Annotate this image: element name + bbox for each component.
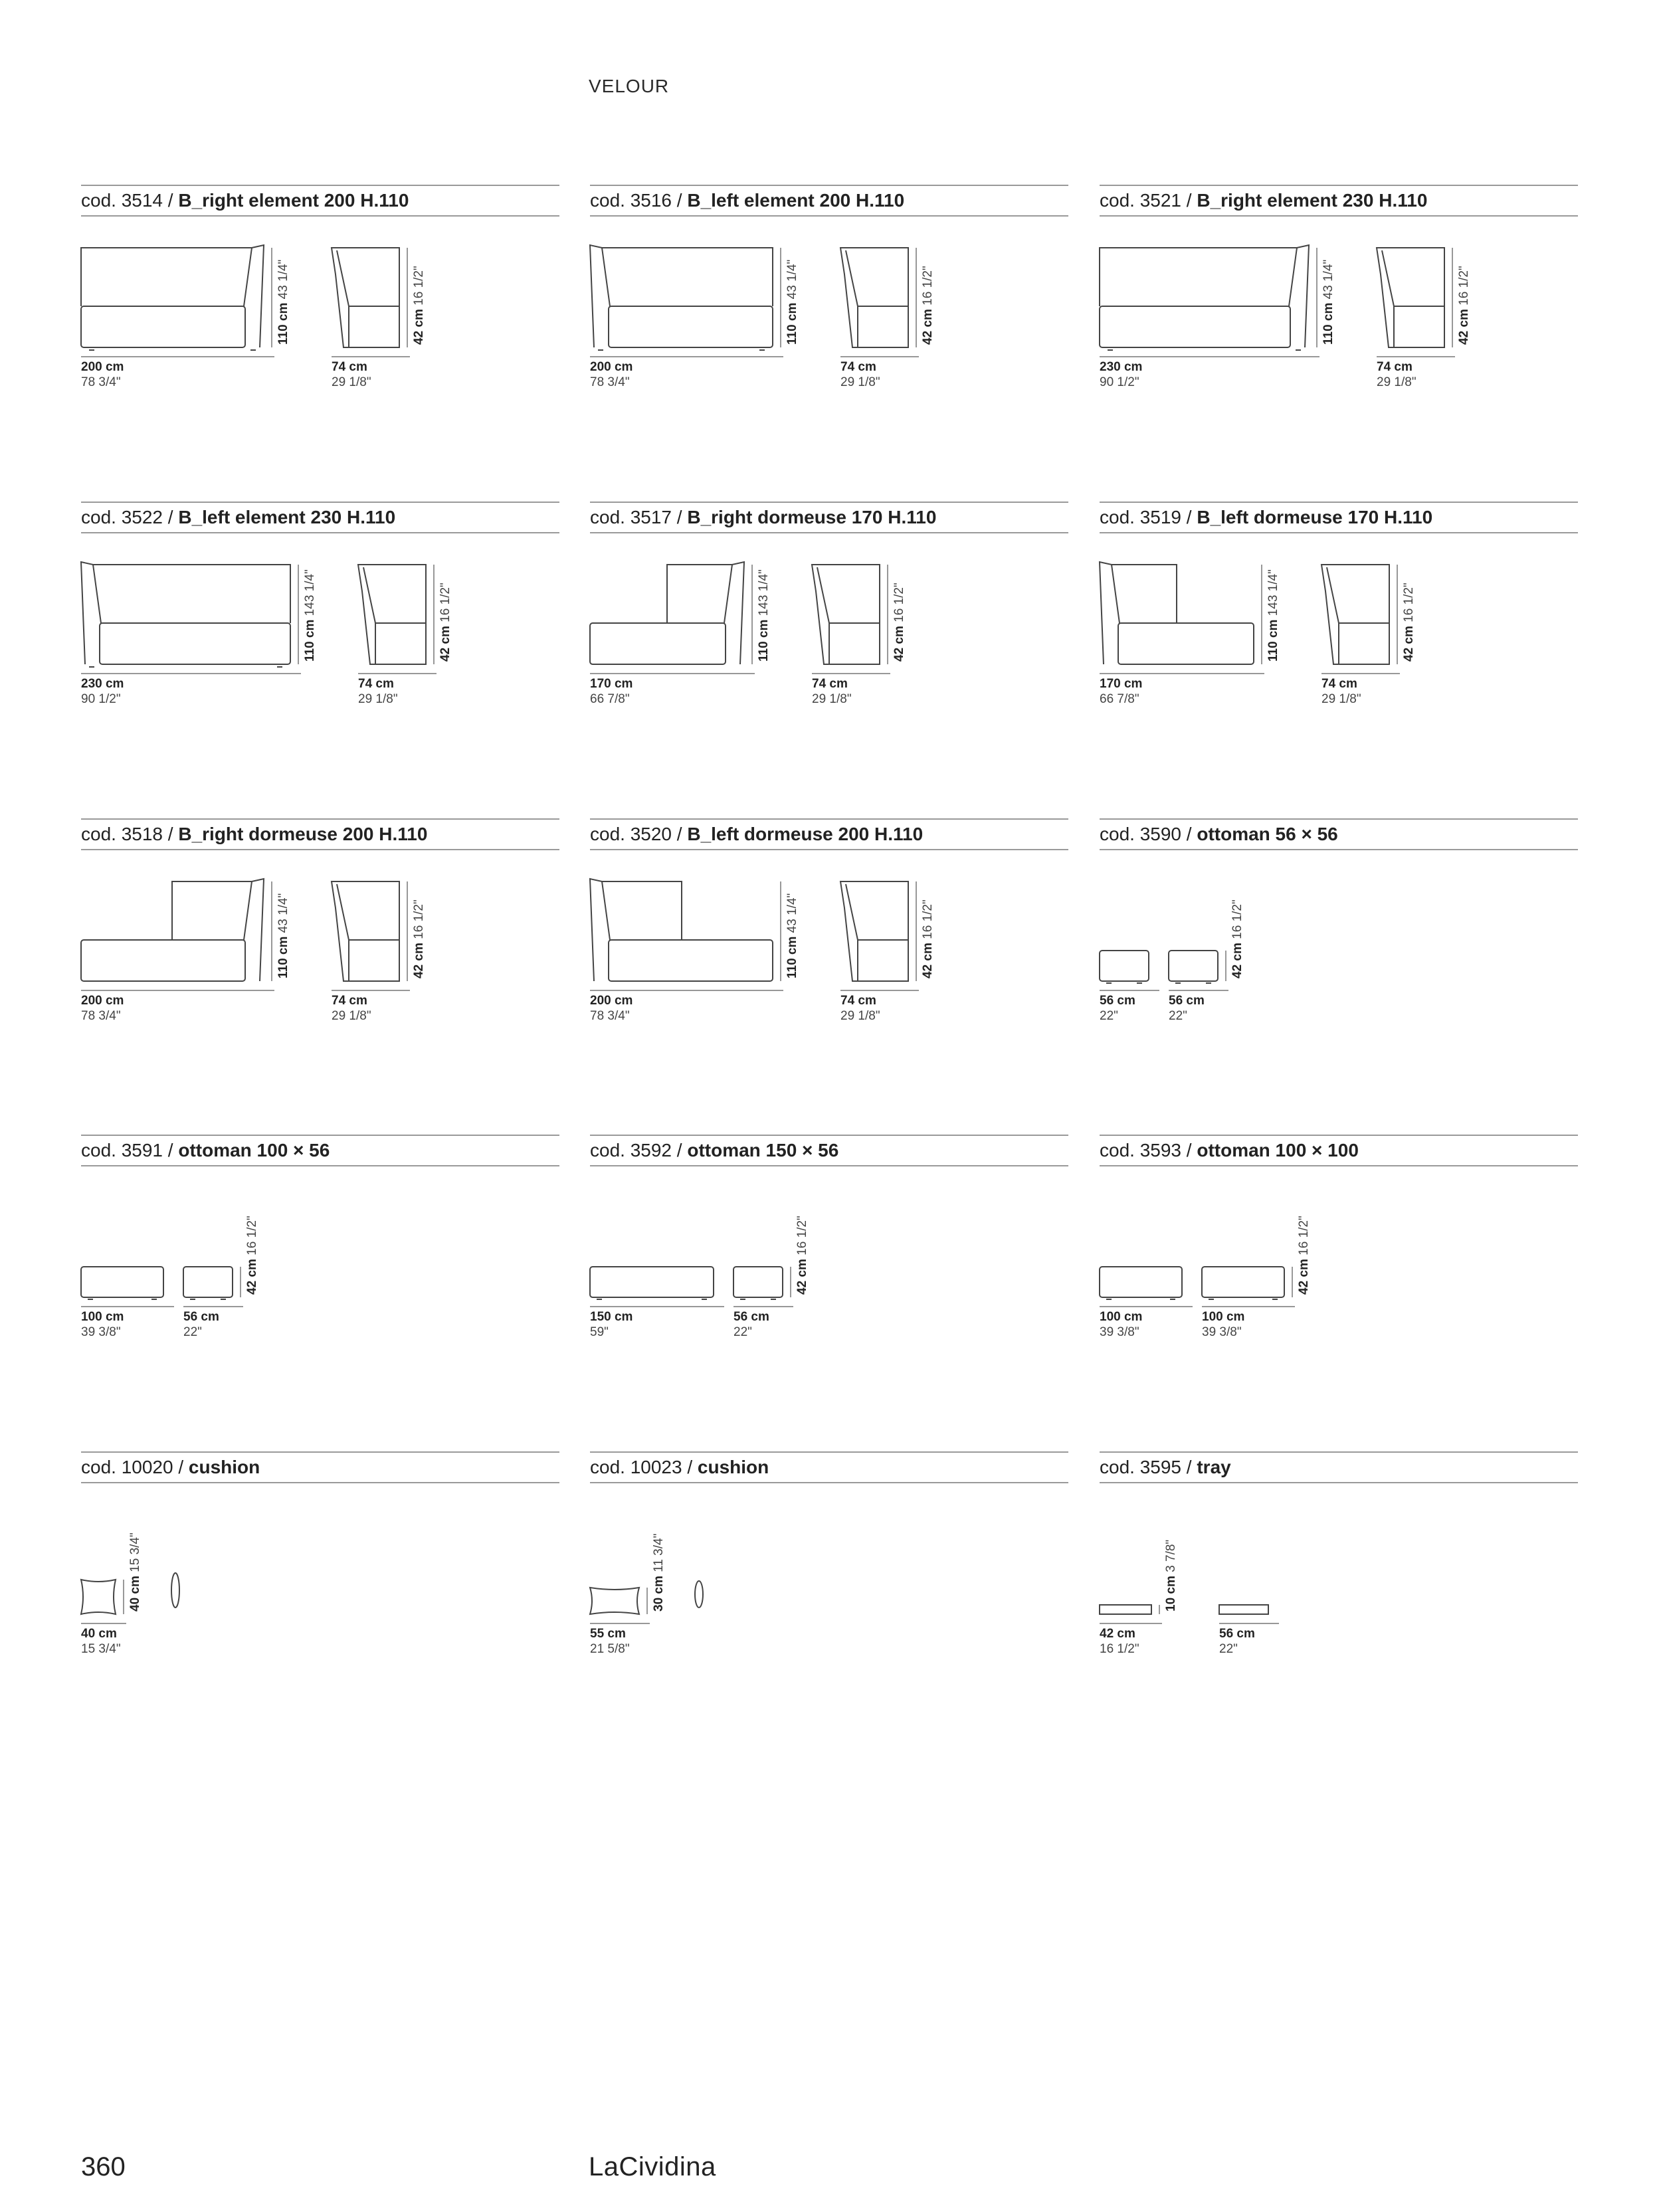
ottoman-view: [81, 1267, 163, 1299]
dimension-cm: 110 cm: [276, 936, 290, 978]
dormeuse-front-view: [81, 879, 264, 981]
dimension-inches: 43 1/4": [1321, 259, 1335, 300]
dimension-inches: 29 1/8": [332, 1009, 371, 1023]
dimension-inches: 29 1/8": [840, 1009, 880, 1023]
dormeuse-front-view: [1100, 562, 1254, 664]
dimension-cm: 100 cm: [1100, 1310, 1143, 1324]
dimension-cm: 56 cm: [1100, 994, 1135, 1008]
dimension-inches: 78 3/4": [590, 1009, 630, 1023]
dimension-cm: 42 cm: [892, 626, 906, 662]
dimension-cm: 42 cm: [1297, 1259, 1311, 1295]
product-drawing: [81, 1451, 559, 1730]
product-code: cod. 3522 /: [81, 507, 179, 527]
product-item: [81, 502, 559, 781]
product-name: ottoman 150 × 56: [687, 1140, 839, 1160]
dimension-cm: 42 cm: [412, 309, 426, 345]
product-name: cushion: [188, 1457, 260, 1477]
dimension-cm: 56 cm: [733, 1310, 769, 1324]
dimension-cm: 200 cm: [81, 360, 124, 374]
height-dimension: [276, 260, 291, 345]
cushion-side-view: [171, 1573, 179, 1608]
dimension-inches: 22": [1100, 1009, 1118, 1023]
ottoman-view: [590, 1267, 714, 1299]
product-code: cod. 3516 /: [590, 190, 688, 211]
dimension-inches: 78 3/4": [81, 375, 121, 389]
width-dimension: [81, 676, 124, 707]
width-dimension: [358, 676, 398, 707]
height-dimension: [1296, 1216, 1312, 1295]
height-dimension: [411, 266, 427, 345]
width-dimension: [840, 993, 880, 1024]
width-dimension: [1100, 359, 1142, 390]
dimension-cm: 110 cm: [1266, 619, 1280, 662]
ottoman-view: [183, 1267, 233, 1299]
product-code: cod. 3593 /: [1100, 1140, 1197, 1160]
dimension-cm: 100 cm: [1202, 1310, 1245, 1324]
page-number: 360: [81, 2152, 126, 2181]
product-item: [590, 1451, 1068, 1730]
dimension-cm: 74 cm: [812, 677, 848, 691]
dimension-cm: 42 cm: [439, 626, 452, 662]
dimension-cm: 74 cm: [358, 677, 394, 691]
brand-name: LaCividina: [589, 2152, 716, 2181]
dimension-inches: 78 3/4": [81, 1009, 121, 1023]
dimension-cm: 56 cm: [1169, 994, 1205, 1008]
height-dimension: [1456, 266, 1472, 345]
width-dimension: [1321, 676, 1361, 707]
product-name: ottoman 56 × 56: [1197, 824, 1338, 844]
product-code: cod. 3517 /: [590, 507, 688, 527]
product-code: cod. 3518 /: [81, 824, 179, 844]
height-dimension: [1230, 899, 1245, 978]
product-item: [1100, 502, 1578, 781]
height-dimension: [411, 899, 427, 978]
cushion-side-view: [695, 1581, 703, 1608]
dimension-inches: 16 1/2": [921, 266, 935, 306]
width-dimension: [590, 676, 633, 707]
dimension-inches: 22": [1169, 1009, 1187, 1023]
height-dimension: [1321, 260, 1336, 345]
width-dimension: [733, 1309, 769, 1340]
product-name: cushion: [697, 1457, 769, 1477]
width-dimension: [590, 1626, 630, 1657]
height-dimension: [244, 1216, 260, 1295]
product-item: [81, 1451, 559, 1730]
sofa-front-view: [1100, 245, 1309, 350]
product-name: B_right dormeuse 170 H.110: [687, 507, 937, 527]
dimension-inches: 90 1/2": [81, 692, 121, 706]
height-dimension: [920, 899, 935, 978]
dimension-inches: 143 1/4": [303, 569, 317, 616]
width-dimension: [81, 1626, 121, 1657]
height-dimension: [1266, 569, 1281, 662]
width-dimension: [1100, 993, 1135, 1024]
side-view: [1321, 565, 1389, 664]
cushion-view: [81, 1580, 116, 1614]
product-drawing: [590, 502, 1068, 781]
product-code: cod. 3514 /: [81, 190, 179, 211]
dimension-inches: 16 1/2": [439, 583, 452, 622]
dimension-inches: 39 3/8": [81, 1325, 121, 1339]
product-code: cod. 3595 /: [1100, 1457, 1197, 1477]
width-dimension: [1169, 993, 1205, 1024]
product-name: B_right dormeuse 200 H.110: [178, 824, 428, 844]
width-dimension: [81, 359, 124, 390]
dimension-cm: 74 cm: [332, 994, 367, 1008]
height-dimension: [276, 893, 291, 978]
dimension-cm: 40 cm: [81, 1627, 117, 1641]
height-dimension: [128, 1532, 143, 1612]
product-item: [590, 818, 1068, 1097]
dimension-inches: 143 1/4": [1266, 569, 1280, 616]
dimension-inches: 16 1/2": [1100, 1642, 1139, 1656]
dimension-inches: 22": [1219, 1642, 1238, 1656]
dimension-cm: 74 cm: [1377, 360, 1413, 374]
width-dimension: [812, 676, 852, 707]
dimension-cm: 110 cm: [785, 302, 799, 345]
width-dimension: [332, 993, 371, 1024]
dimension-inches: 16 1/2": [795, 1216, 809, 1255]
dimension-inches: 21 5/8": [590, 1642, 630, 1656]
dimension-inches: 59": [590, 1325, 609, 1339]
width-dimension: [183, 1309, 219, 1340]
dimension-cm: 42 cm: [245, 1259, 259, 1295]
dimension-cm: 200 cm: [590, 994, 633, 1008]
dimension-inches: 78 3/4": [590, 375, 630, 389]
width-dimension: [1202, 1309, 1244, 1340]
dimension-cm: 200 cm: [81, 994, 124, 1008]
dimension-cm: 110 cm: [1321, 302, 1335, 345]
product-item: [81, 1135, 559, 1414]
sofa-front-view: [81, 562, 290, 667]
product-name: B_left element 230 H.110: [178, 507, 396, 527]
height-dimension: [785, 893, 800, 978]
dimension-inches: 29 1/8": [332, 375, 371, 389]
width-dimension: [590, 1309, 633, 1340]
dimension-cm: 42 cm: [795, 1259, 809, 1295]
dimension-inches: 22": [183, 1325, 202, 1339]
product-drawing: [81, 818, 559, 1097]
height-dimension: [920, 266, 935, 345]
product-name: tray: [1197, 1457, 1231, 1477]
ottoman-view: [1100, 951, 1149, 983]
product-drawing: [590, 1135, 1068, 1414]
product-drawing: [81, 1135, 559, 1414]
dimension-inches: 22": [733, 1325, 752, 1339]
product-name: B_right element 230 H.110: [1197, 190, 1428, 211]
ottoman-view: [733, 1267, 783, 1299]
product-item: [1100, 818, 1578, 1097]
dimension-inches: 43 1/4": [276, 259, 290, 300]
dimension-cm: 74 cm: [1321, 677, 1357, 691]
dormeuse-front-view: [590, 879, 773, 981]
product-code: cod. 3591 /: [81, 1140, 179, 1160]
dimension-inches: 43 1/4": [785, 893, 799, 933]
product-drawing: [81, 185, 559, 464]
dimension-cm: 42 cm: [1402, 626, 1416, 662]
product-item: [1100, 1135, 1578, 1414]
dimension-inches: 16 1/2": [1230, 899, 1244, 939]
side-view: [332, 881, 399, 981]
product-drawing: [1100, 818, 1578, 1097]
height-dimension: [651, 1534, 666, 1612]
dimension-cm: 110 cm: [785, 936, 799, 978]
dimension-cm: 42 cm: [921, 943, 935, 978]
product-item: [81, 185, 559, 464]
dimension-inches: 66 7/8": [1100, 692, 1139, 706]
product-item: [590, 1135, 1068, 1414]
dimension-cm: 230 cm: [1100, 360, 1143, 374]
dimension-inches: 3 7/8": [1164, 1539, 1178, 1572]
product-code: cod. 3590 /: [1100, 824, 1197, 844]
product-drawing: [1100, 1135, 1578, 1414]
dimension-inches: 43 1/4": [785, 259, 799, 300]
dimension-inches: 16 1/2": [245, 1216, 259, 1255]
product-name: B_left dormeuse 200 H.110: [687, 824, 924, 844]
product-name: B_left element 200 H.110: [687, 190, 905, 211]
dimension-cm: 110 cm: [303, 619, 317, 662]
width-dimension: [81, 1309, 124, 1340]
width-dimension: [1377, 359, 1416, 390]
product-code: cod. 3592 /: [590, 1140, 688, 1160]
ottoman-view: [1169, 951, 1218, 983]
dimension-cm: 170 cm: [590, 677, 633, 691]
dimension-inches: 43 1/4": [276, 893, 290, 933]
dimension-cm: 200 cm: [590, 360, 633, 374]
dimension-inches: 29 1/8": [840, 375, 880, 389]
dimension-inches: 29 1/8": [812, 692, 852, 706]
height-dimension: [1401, 583, 1416, 662]
product-item: [81, 818, 559, 1097]
side-view: [812, 565, 880, 664]
side-view: [358, 565, 426, 664]
dimension-inches: 90 1/2": [1100, 375, 1139, 389]
product-drawing: [590, 818, 1068, 1097]
width-dimension: [590, 359, 633, 390]
product-code: cod. 3520 /: [590, 824, 688, 844]
dimension-cm: 30 cm: [652, 1576, 666, 1612]
dimension-cm: 230 cm: [81, 677, 124, 691]
dimension-inches: 29 1/8": [1321, 692, 1361, 706]
dimension-inches: 16 1/2": [921, 899, 935, 939]
sofa-front-view: [590, 245, 773, 350]
dimension-cm: 110 cm: [276, 302, 290, 345]
product-item: [590, 185, 1068, 464]
dimension-inches: 16 1/2": [892, 583, 906, 622]
product-drawing: [590, 185, 1068, 464]
dimension-inches: 16 1/2": [1297, 1216, 1311, 1255]
ottoman-view: [1100, 1267, 1182, 1299]
dimension-cm: 100 cm: [81, 1310, 124, 1324]
sofa-front-view: [81, 245, 264, 350]
product-name: ottoman 100 × 56: [178, 1140, 330, 1160]
dimension-cm: 74 cm: [332, 360, 367, 374]
dimension-cm: 74 cm: [840, 360, 876, 374]
dimension-cm: 170 cm: [1100, 677, 1143, 691]
dimension-inches: 16 1/2": [412, 266, 426, 306]
product-code: cod. 10023 /: [590, 1457, 698, 1477]
width-dimension: [332, 359, 371, 390]
dimension-inches: 15 3/4": [81, 1642, 121, 1656]
collection-title: VELOUR: [589, 76, 670, 96]
width-dimension: [1100, 1309, 1142, 1340]
dimension-cm: 42 cm: [921, 309, 935, 345]
product-code: cod. 10020 /: [81, 1457, 189, 1477]
dimension-inches: 15 3/4": [128, 1532, 142, 1572]
dimension-cm: 150 cm: [590, 1310, 633, 1324]
cushion-view: [590, 1588, 639, 1614]
side-view: [840, 248, 908, 347]
ottoman-view: [1202, 1267, 1284, 1299]
height-dimension: [795, 1216, 810, 1295]
dimension-cm: 56 cm: [183, 1310, 219, 1324]
width-dimension: [81, 993, 124, 1024]
dimension-inches: 29 1/8": [1377, 375, 1416, 389]
dimension-cm: 42 cm: [1100, 1627, 1135, 1641]
dimension-inches: 29 1/8": [358, 692, 398, 706]
dimension-inches: 16 1/2": [1457, 266, 1471, 306]
product-drawing: [1100, 502, 1578, 781]
product-drawing: [1100, 185, 1578, 464]
dimension-inches: 143 1/4": [757, 569, 771, 616]
product-code: cod. 3519 /: [1100, 507, 1197, 527]
dimension-inches: 11 3/4": [652, 1533, 666, 1572]
dimension-inches: 66 7/8": [590, 692, 630, 706]
width-dimension: [590, 993, 633, 1024]
dimension-cm: 55 cm: [590, 1627, 626, 1641]
dimension-inches: 39 3/8": [1100, 1325, 1139, 1339]
product-item: [1100, 185, 1578, 464]
dimension-cm: 10 cm: [1164, 1576, 1178, 1612]
dimension-cm: 74 cm: [840, 994, 876, 1008]
product-name: B_right element 200 H.110: [178, 190, 409, 211]
height-dimension: [785, 260, 800, 345]
side-view: [1377, 248, 1444, 347]
dimension-cm: 42 cm: [1457, 309, 1471, 345]
product-item: [590, 502, 1068, 781]
product-name: B_left dormeuse 170 H.110: [1197, 507, 1433, 527]
height-dimension: [302, 569, 318, 662]
width-dimension: [1219, 1626, 1255, 1657]
height-dimension: [756, 569, 771, 662]
tray-view: [1219, 1605, 1268, 1614]
product-item: [1100, 1451, 1578, 1730]
width-dimension: [1100, 1626, 1139, 1657]
dimension-cm: 40 cm: [128, 1576, 142, 1612]
dimension-inches: 39 3/8": [1202, 1325, 1242, 1339]
dimension-inches: 16 1/2": [1402, 583, 1416, 622]
side-view: [332, 248, 399, 347]
product-drawing: [81, 502, 559, 781]
dimension-cm: 56 cm: [1219, 1627, 1255, 1641]
dimension-inches: 16 1/2": [412, 899, 426, 939]
product-code: cod. 3521 /: [1100, 190, 1197, 211]
width-dimension: [1100, 676, 1142, 707]
width-dimension: [840, 359, 880, 390]
height-dimension: [892, 583, 907, 662]
dimension-cm: 42 cm: [1230, 943, 1244, 978]
height-dimension: [1163, 1540, 1179, 1612]
dimension-cm: 110 cm: [757, 619, 771, 662]
dimension-cm: 42 cm: [412, 943, 426, 978]
tray-view: [1100, 1605, 1151, 1614]
product-name: ottoman 100 × 100: [1197, 1140, 1359, 1160]
dormeuse-front-view: [590, 562, 744, 664]
side-view: [840, 881, 908, 981]
height-dimension: [438, 583, 453, 662]
